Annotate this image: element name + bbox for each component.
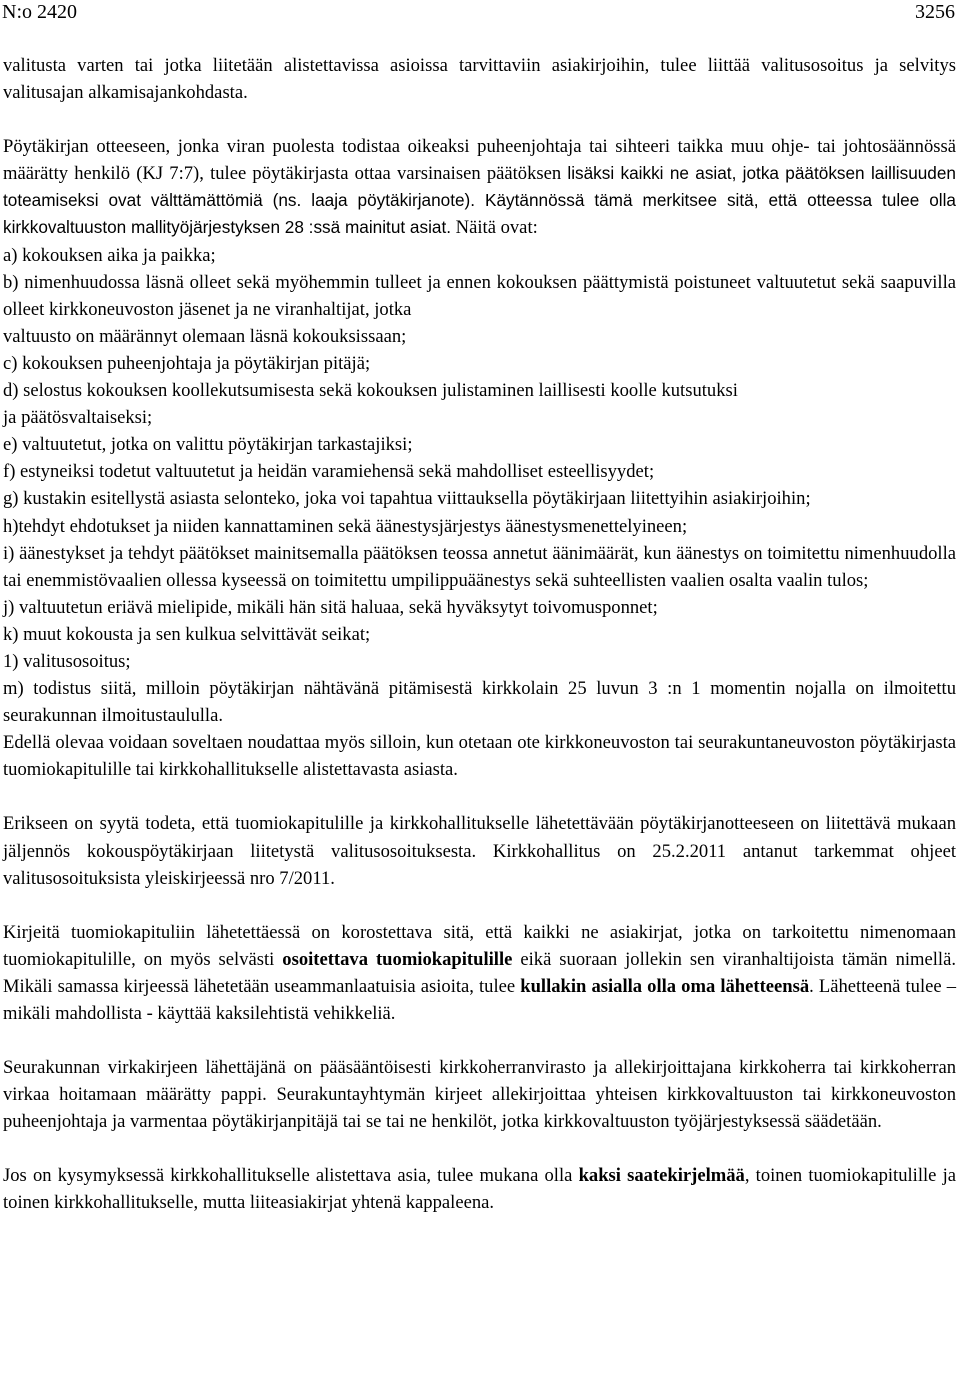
paragraph-2-intro: Pöytäkirjan otteeseen, jonka viran puolesta todistaa oikeaksi puheenjohtaja tai sihteeri taikka muu ohje- tai johtosäännössä määrätty henkilö (KJ 7:7), tulee pöytäkirjasta ottaa varsinaisen päätöksen: [3, 136, 956, 185]
document-number: N:o 2420: [2, 1, 77, 23]
paragraph-6: Seurakunnan virkakirjeen lähettäjänä on pääsääntöisesti kirkkoherranvirasto ja allekirjoittajana kirkkoherra tai kirkkoherran virkaa hoitamaan määrätty pappi. Seurakuntayhtymän kirjeet allekirjoittaa yhteisen kirkkovaltuuston tai kirkkoneuvoston puheenjohtaja ja varmentaa pöytäkirjanpitäjä tai se tai ne henkilöt, jotka kirkkovaltuuston työjärjestyksessä säädetään.: [3, 1057, 956, 1133]
paragraph-5-text-a: Kirjeitä tuomiokapituliin lähetettäessä on korostettava sitä, että kaikki ne asiakirjat, jotka on tarkoitettu nimenomaan tuomiokapitulille, on myös selvästi: [3, 921, 956, 970]
list-item: m) todistus siitä, milloin pöytäkirjan nähtävänä pitämisestä kirkkolain 25 luvun 3 :n 1 momentin nojalla on ilmoitettu seurakunnan ilmoitustaululla.: [3, 678, 956, 727]
paragraph-2-practice: Käytännössä tämä merkitsee sitä, että otteessa tulee olla kirkkovaltuuston mallityöjärjestyksen 28 :ssä mainitut asiat.: [3, 190, 956, 238]
paragraph-2-lead: Näitä ovat:: [451, 217, 538, 239]
paragraph-3: Edellä olevaa voidaan soveltaen noudattaa myös silloin, kun otetaan ote kirkkoneuvoston tai seurakuntaneuvoston pöytäkirjasta tuomiokapitulille tai kirkkohallitukselle alistettavasta asiasta.: [3, 732, 956, 781]
list-item: a) kokouksen aika ja paikka;: [3, 244, 216, 266]
page-header: [2, 0, 955, 26]
list-item: b) nimenhuudossa läsnä olleet sekä myöhemmin tulleet ja ennen kokouksen päättymistä poistuneet valtuutetut sekä saapuvilla olleet kirkkoneuvoston jäsenet ja ne viranhaltijat, jotka: [3, 271, 956, 320]
paragraph-5-emphasis-b: kullakin asialla olla oma lähetteensä: [520, 975, 810, 997]
list-item: e) valtuutetut, jotka on valittu pöytäkirjan tarkastajiksi;: [3, 434, 413, 456]
paragraph-5: [3, 919, 956, 1027]
paragraph-1: valitusta varten tai jotka liitetään alistettavissa asioissa tarvittaviin asiakirjoihin, tulee liittää valitusosoitus ja selvitys valitusajan alkamisajankohdasta.: [3, 55, 956, 104]
paragraph-2-intro-sans: lisäksi kaikki ne asiat, jotka päätöksen laillisuuden toteamiseksi ovat välttämättömiä (ns. laaja pöytäkirjanote).: [3, 163, 956, 211]
list-item: c) kokouksen puheenjohtaja ja pöytäkirjan pitäjä;: [3, 352, 371, 374]
paragraph-5-text-c: . Lähetteenä tulee – mikäli mahdollista - käyttää kaksilehtistä vehikkeliä.: [3, 975, 956, 1024]
list-item: valtuusto on määrännyt olemaan läsnä kokouksissaan;: [3, 325, 407, 347]
paragraph-5-text-b: eikä suoraan jollekin sen viranhaltijoista tämän nimellä. Mikäli samassa kirjeessä lähetetään useammanlaatuisia asioita, tulee: [3, 948, 956, 997]
list-item: j) valtuutetun eriävä mielipide, mikäli hän sitä haluaa, sekä hyväksytyt toivomusponnet;: [3, 596, 658, 618]
paragraph-7-text-b: , toinen tuomiokapitulille ja toinen kirkkohallitukselle, mutta liiteasiakirjat yhtenä kappaleena.: [3, 1165, 957, 1214]
list-item: g) kustakin esitellystä asiasta selonteko, joka voi tapahtua viittauksella pöytäkirjaan liitettyihin asiakirjoihin;: [3, 488, 811, 510]
paragraph-7: [3, 1162, 956, 1216]
document-body: [3, 52, 956, 1217]
list-item: f) estyneiksi todetut valtuutetut ja heidän varamiehensä sekä mahdolliset esteellisyydet;: [3, 461, 655, 483]
page-number: 3256: [915, 1, 955, 23]
paragraph-7-text-a: Jos on kysymyksessä kirkkohallitukselle alistettava asia, tulee mukana olla: [3, 1165, 579, 1187]
list-item: i) äänestykset ja tehdyt päätökset mainitsemalla päätöksen teossa annetut äänimäärät, kun äänestys on toimitettu nimenhuudolla tai enemmistövaalien ollessa kyseessä on toimitettu umpilippuäänestys sekä suhteellisten vaalien osalta vaalin tulos;: [3, 542, 956, 591]
list-item: h)tehdyt ehdotukset ja niiden kannattaminen sekä äänestysjärjestys äänestysmenettelyineen;: [3, 515, 688, 537]
paragraph-7-emphasis: kaksi saatekirjelmää: [578, 1165, 745, 1187]
paragraph-4: Erikseen on syytä todeta, että tuomiokapitulille ja kirkkohallitukselle lähetettävään pöytäkirjanotteeseen on liitettävä mukaan jäljennös kokouspöytäkirjaan liitetystä valitusosoituksesta. Kirkkohallitus on 25.2.2011 antanut tarkemmat ohjeet valitusosoituksista yleiskirjeessä nro 7/2011.: [3, 813, 956, 889]
list-item: d) selostus kokouksen koollekutsumisesta sekä kokouksen julistaminen laillisesti koolle kutsutuksi: [3, 380, 738, 402]
paragraph-2: [3, 133, 956, 241]
paragraph-5-emphasis-a: osoitettava tuomiokapitulille: [282, 948, 513, 970]
list-item: 1) valitusosoitus;: [3, 650, 131, 672]
list-item: k) muut kokousta ja sen kulkua selvittävät seikat;: [3, 623, 371, 645]
list-item: ja päätösvaltaiseksi;: [3, 407, 153, 429]
